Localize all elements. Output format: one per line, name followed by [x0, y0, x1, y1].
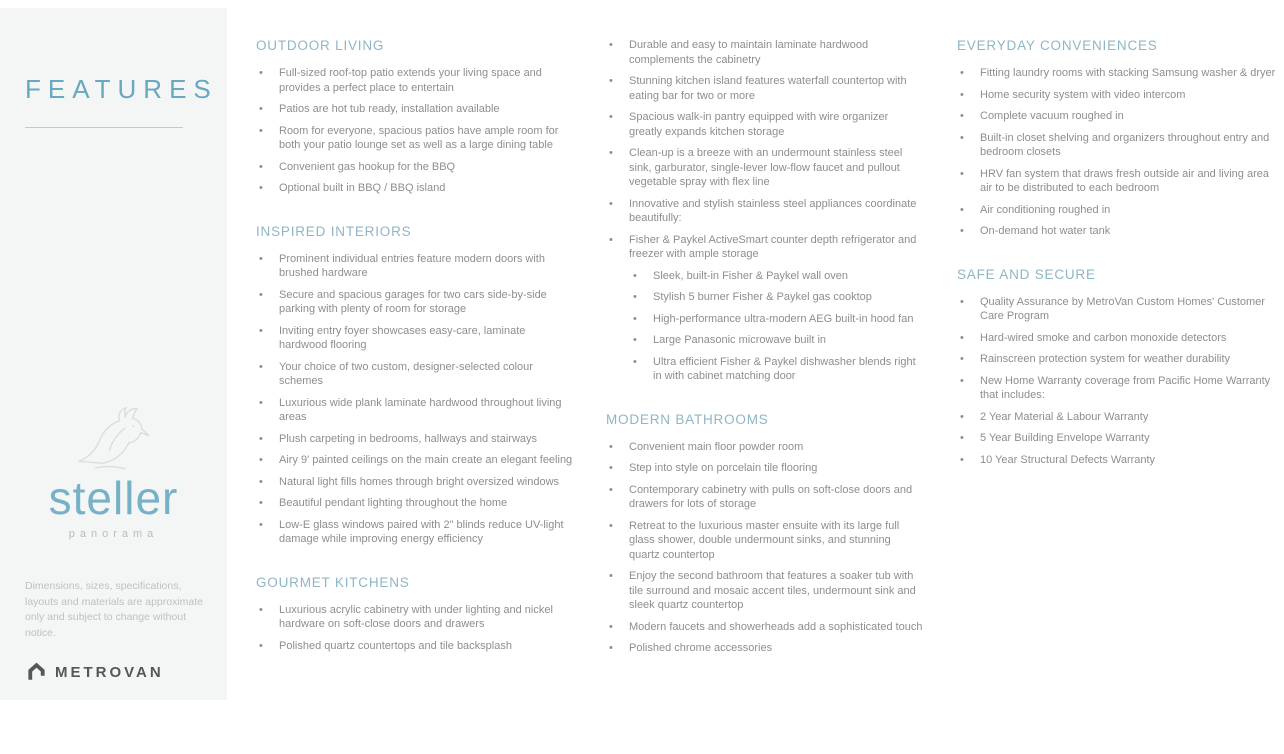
feature-item: • Durable and easy to maintain laminate hardwood complements the cabinetry [606, 38, 924, 67]
feature-list [606, 38, 924, 384]
section-title: OUTDOOR LIVING [256, 38, 385, 53]
feature-column [957, 38, 1281, 474]
feature-section [606, 38, 924, 384]
feature-section [957, 38, 1281, 239]
feature-list [957, 295, 1281, 468]
feature-item: • Natural light fills homes through bright oversized windows [256, 475, 574, 490]
feature-item: • Airy 9' painted ceilings on the main create an elegant feeling [256, 453, 574, 468]
feature-item: • Full-sized roof-top patio extends your living space and provides a perfect place to entertain [256, 66, 574, 95]
feature-list [256, 66, 574, 196]
feature-item: • Luxurious acrylic cabinetry with under lighting and nickel hardware on soft-close doors and drawers [256, 603, 574, 632]
feature-list [606, 440, 924, 656]
brand-block [0, 406, 227, 540]
feature-item: • Step into style on porcelain tile flooring [606, 461, 924, 476]
feature-item: • Innovative and stylish stainless steel appliances coordinate beautifully: [606, 197, 924, 226]
section-title: EVERYDAY CONVENIENCES [957, 38, 1158, 53]
steller-wordmark: steller [48, 472, 179, 524]
feature-item: • Convenient main floor powder room [606, 440, 924, 455]
metrovan-wordmark: METROVAN [55, 663, 164, 681]
feature-section [606, 412, 924, 656]
logo-tagline: panorama [68, 528, 159, 540]
feature-section [256, 224, 574, 547]
feature-item: • Prominent individual entries feature modern doors with brushed hardware [256, 252, 574, 281]
feature-item: • 10 Year Structural Defects Warranty [957, 453, 1281, 468]
feature-section [957, 267, 1281, 468]
feature-item: • HRV fan system that draws fresh outside air and living area air to be distributed to each bedroom [957, 167, 1281, 196]
feature-section [256, 38, 574, 196]
feature-item: • Built-in closet shelving and organizers throughout entry and bedroom closets [957, 131, 1281, 160]
house-icon [27, 662, 46, 683]
feature-item: • Plush carpeting in bedrooms, hallways and stairways [256, 432, 574, 447]
feature-item: • Enjoy the second bathroom that features a soaker tub with tile surround and mosaic accent tiles, undermount sink and sleek quartz countertop [606, 569, 924, 613]
feature-item: • Retreat to the luxurious master ensuite with its large full glass shower, double undermount sinks, and stunning quartz countertop [606, 519, 924, 563]
feature-item: • Stylish 5 burner Fisher & Paykel gas cooktop [630, 290, 924, 305]
section-title: INSPIRED INTERIORS [256, 223, 412, 239]
feature-item: • Quality Assurance by MetroVan Custom Homes' Customer Care Program [957, 295, 1281, 324]
feature-section [256, 575, 574, 654]
feature-item: • Your choice of two custom, designer-selected colour schemes [256, 360, 574, 389]
disclaimer-text: Dimensions, sizes, specifications, layouts and materials are approximate only and subject to change without notice. [25, 580, 204, 639]
page-title: FEATURES [25, 74, 218, 104]
feature-item: • New Home Warranty coverage from Pacific Home Warranty that includes: [957, 374, 1281, 403]
feature-item: • Large Panasonic microwave built in [630, 333, 924, 348]
feature-item: • Beautiful pendant lighting throughout the home [256, 496, 574, 511]
feature-item: • Hard-wired smoke and carbon monoxide detectors [957, 331, 1281, 346]
feature-item: • Convenient gas hookup for the BBQ [256, 160, 574, 175]
feature-item: • Clean-up is a breeze with an undermount stainless steel sink, garburator, single-lever low-flow faucet and pullout vegetable spray with flex line [606, 146, 924, 190]
feature-item: • Spacious walk-in pantry equipped with wire organizer greatly expands kitchen storage [606, 110, 924, 139]
feature-item: • Contemporary cabinetry with pulls on soft-close doors and drawers for lots of storage [606, 483, 924, 512]
feature-list [256, 252, 574, 547]
feature-item: • Fisher & Paykel ActiveSmart counter depth refrigerator and freezer with ample storage [606, 233, 924, 262]
metrovan-logo [27, 660, 164, 684]
bird-logo-icon [66, 406, 162, 478]
section-title: GOURMET KITCHENS [256, 574, 410, 590]
feature-item: • Complete vacuum roughed in [957, 109, 1281, 124]
feature-column [256, 38, 574, 660]
feature-item: • High-performance ultra-modern AEG built-in hood fan [630, 312, 924, 327]
feature-item: • Polished chrome accessories [606, 641, 924, 656]
feature-item: • Fitting laundry rooms with stacking Samsung washer & dryer [957, 66, 1281, 81]
feature-item: • Room for everyone, spacious patios have ample room for both your patio lounge set as well as a large dining table [256, 124, 574, 153]
feature-item: • 2 Year Material & Labour Warranty [957, 410, 1281, 425]
feature-item: • Stunning kitchen island features waterfall countertop with eating bar for two or more [606, 74, 924, 103]
feature-item: • Sleek, built-in Fisher & Paykel wall oven [630, 269, 924, 284]
feature-item: • Air conditioning roughed in [957, 203, 1281, 218]
feature-item: • Polished quartz countertops and tile backsplash [256, 639, 574, 654]
feature-list [256, 603, 574, 654]
title-underline [25, 127, 183, 128]
feature-item: • 5 Year Building Envelope Warranty [957, 431, 1281, 446]
feature-item: • Ultra efficient Fisher & Paykel dishwasher blends right in with cabinet matching door [630, 355, 924, 384]
feature-item: • Optional built in BBQ / BBQ island [256, 181, 574, 196]
feature-item: • Modern faucets and showerheads add a sophisticated touch [606, 620, 924, 635]
section-title: MODERN BATHROOMS [606, 411, 769, 427]
feature-item: • Low-E glass windows paired with 2" blinds reduce UV-light damage while improving energy efficiency [256, 518, 574, 547]
section-title: SAFE AND SECURE [957, 266, 1096, 282]
feature-item: • Inviting entry foyer showcases easy-care, laminate hardwood flooring [256, 324, 574, 353]
feature-item: • Secure and spacious garages for two cars side-by-side parking with plenty of room for storage [256, 288, 574, 317]
sidebar [0, 8, 227, 700]
feature-list [957, 66, 1281, 239]
feature-item: • Rainscreen protection system for weather durability [957, 352, 1281, 367]
feature-item: • On-demand hot water tank [957, 224, 1281, 239]
feature-item: • Patios are hot tub ready, installation available [256, 102, 574, 117]
feature-column [606, 38, 924, 663]
feature-item: • Home security system with video intercom [957, 88, 1281, 103]
feature-item: • Luxurious wide plank laminate hardwood throughout living areas [256, 396, 574, 425]
